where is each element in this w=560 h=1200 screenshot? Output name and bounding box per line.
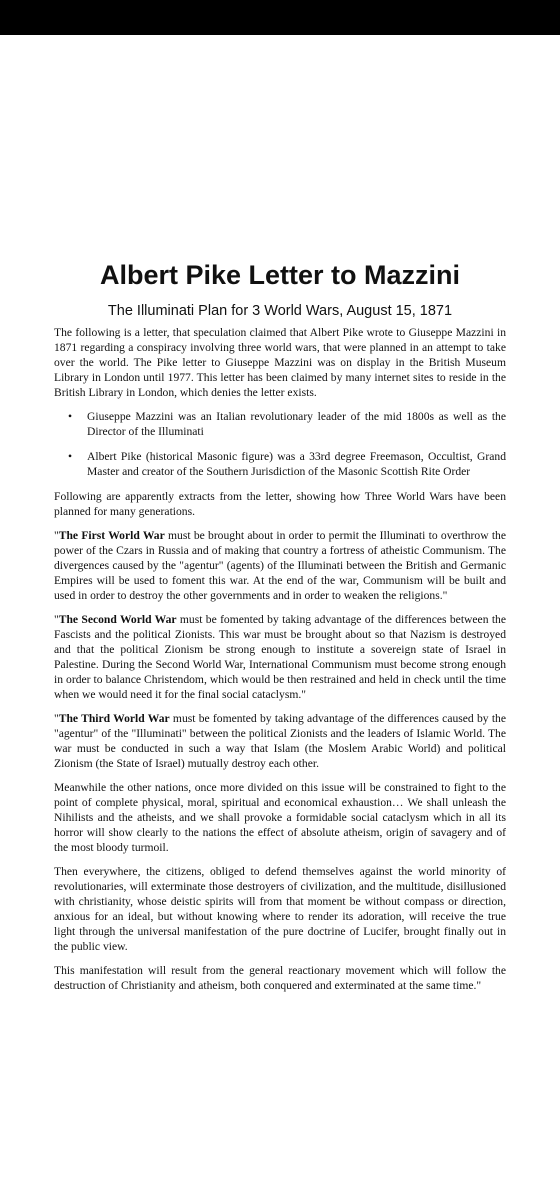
list-item-text: Giuseppe Mazzini was an Italian revolutionary leader of the mid 1800s as well as the Director of the Illuminati — [87, 410, 506, 438]
following-paragraph: Following are apparently extracts from the letter, showing how Three World Wars have been planned for many generations. — [54, 490, 506, 518]
bullet-marker: • — [68, 450, 73, 463]
open-quote: " — [54, 529, 59, 542]
then-paragraph: Then everywhere, the citizens, obliged to defend themselves against the world minority of revolutionaries, will exterminate those destroyers of civilization, and the multitude, disillusioned with christianity, whose deistic spirits will from that moment be without compass or direction, anxious for an ideal, but without knowing where to render its adoration, will receive the true light through the universal manifestation of the pure doctrine of Lucifer, brought finally out in the public view. — [54, 865, 506, 953]
third-war-text: must be fomented by taking advantage of the differences caused by the "agentur" of the "Illuminati" between the political Zionists and the leaders of Islamic World. The war must be conducted in such a way that Islam (the Moslem Arabic World) and political Zionism (the State of Israel) mutually destroy each other. — [54, 712, 506, 770]
list-item-text: Albert Pike (historical Masonic figure) was a 33rd degree Freemason, Occultist, Grand Master and creator of the Southern Jurisdiction of the Masonic Scottish Rite Order — [87, 450, 506, 478]
document-page — [54, 257, 506, 1002]
third-war-heading: The Third World War — [58, 712, 170, 725]
list-item — [54, 449, 506, 479]
list-item — [54, 409, 506, 439]
intro-paragraph: The following is a letter, that speculation claimed that Albert Pike wrote to Giuseppe Mazzini in 1871 regarding a conspiracy involving three world wars, that were planned in an attempt to take over the world. The Pike letter to Giuseppe Mazzini was on display in the British Museum Library in London until 1977. This letter has been claimed by many internet sites to reside in the British Library in London, which denies the letter exists. — [54, 326, 506, 399]
open-quote: " — [54, 613, 59, 626]
top-status-bar — [0, 0, 560, 35]
page-subtitle: The Illuminati Plan for 3 World Wars, August 15, 1871 — [107, 303, 453, 319]
closing-paragraph: This manifestation will result from the general reactionary movement which will follow the destruction of Christianity and atheism, both conquered and exterminated at the same time." — [54, 964, 506, 992]
second-war-paragraph — [54, 612, 506, 702]
bullet-marker: • — [68, 410, 73, 423]
page-title: Albert Pike Letter to Mazzini — [99, 260, 461, 290]
second-war-heading: The Second World War — [58, 613, 177, 626]
meanwhile-paragraph: Meanwhile the other nations, once more divided on this issue will be constrained to fight to the point of complete physical, moral, spiritual and economical exhaustion… We shall unleash the Nihilists and the atheists, and we shall provoke a formidable social cataclysm which in all its horror will show clearly to the nations the effect of absolute atheism, origin of savagery and of the most bloody turmoil. — [54, 781, 506, 854]
second-war-text: must be fomented by taking advantage of the differences between the Fascists and the political Zionists. This war must be brought about so that Nazism is destroyed and that the political Zionism be strong enough to institute a sovereign state of Israel in Palestine. During the Second World War, International Communism must become strong enough in order to balance Christendom, which would be then restrained and held in check until the time when we would need it for the final social cataclysm." — [54, 613, 507, 701]
first-war-paragraph — [54, 528, 506, 603]
first-war-text: must be brought about in order to permit the Illuminati to overthrow the power of the Czars in Russia and of making that country a fortress of atheistic Communism. The divergences caused by the "agentur" (agents) of the Illuminati between the British and Germanic Empires will be used to foment this war. At the end of the war, Communism will be built and used in order to destroy the other governments and in order to weaken the religions." — [54, 529, 506, 602]
third-war-paragraph — [54, 711, 506, 771]
open-quote: " — [54, 712, 59, 725]
first-war-heading: The First World War — [58, 529, 165, 542]
bullet-list — [54, 409, 506, 479]
